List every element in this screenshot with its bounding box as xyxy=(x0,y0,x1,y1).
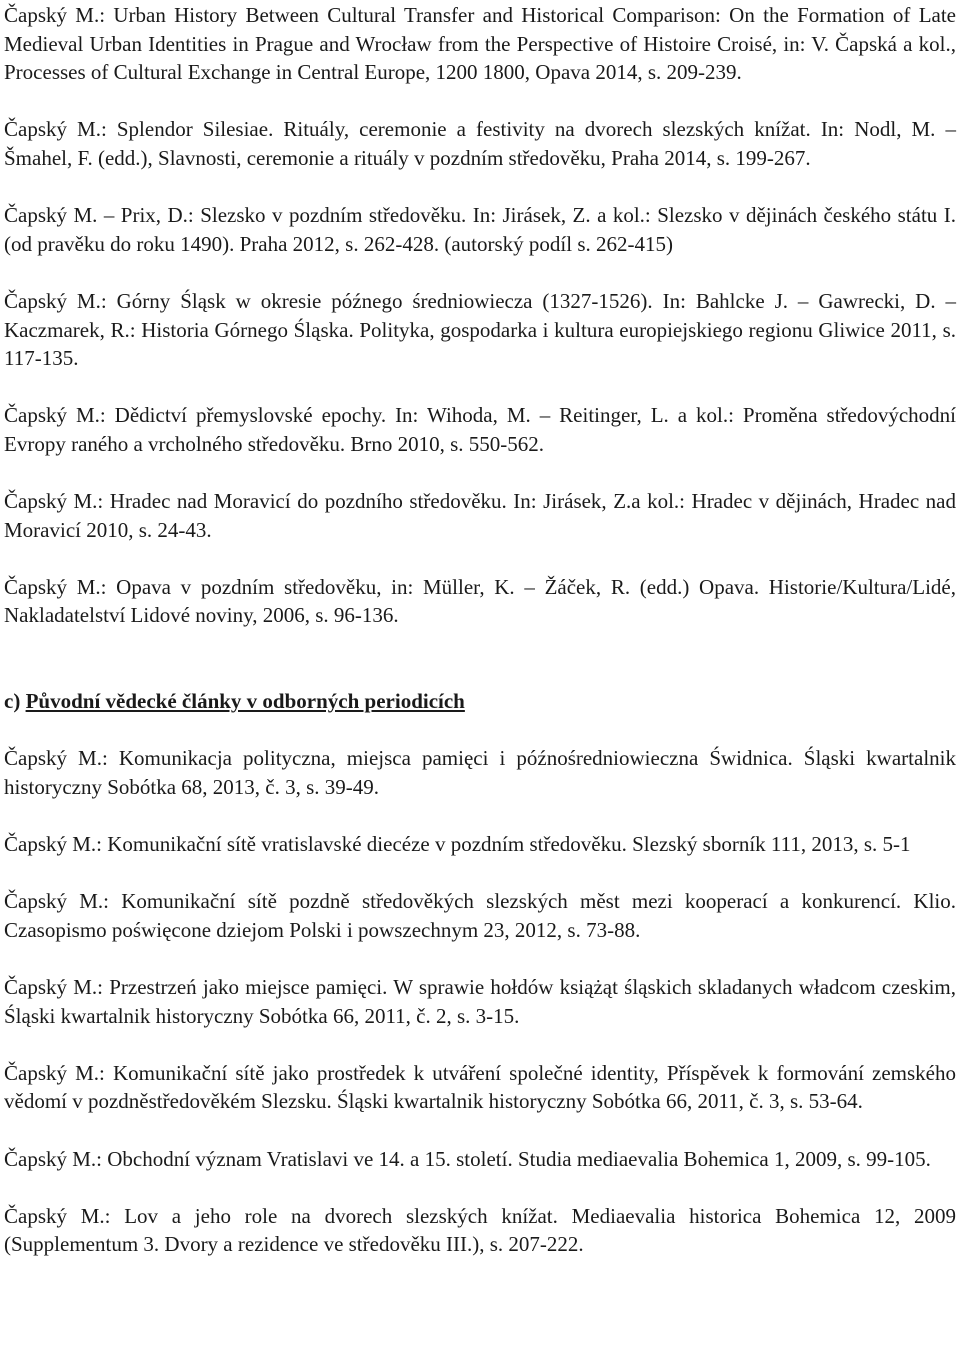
document-page xyxy=(4,0,956,1288)
bibliography-entry: Čapský M.: Górny Śląsk w okresie późnego średniowiecza (1327-1526). In: Bahlcke J. – Gawrecki, D. – Kaczmarek, R.: Historia Górnego Śląska. Polityka, gospodarka i kultura europiejskiego regionu Gliwice 2011, s. 117-135. xyxy=(4,288,956,371)
bibliography-entry: Čapský M.: Komunikační sítě vratislavské diecéze v pozdním středověku. Slezský sborník 111, 2013, s. 5-1 xyxy=(4,832,911,857)
bibliography-entry: Čapský M.: Urban History Between Cultural Transfer and Historical Comparison: On the Formation of Late Medieval Urban Identities in Prague and Wrocław from the Perspective of Histoire Croisé, in: V. Čapská a kol., Processes of Cultural Exchange in Central Europe, 1200 1800, Opava 2014, s. 209-239. xyxy=(4,3,956,85)
bibliography-entry: Čapský M. – Prix, D.: Slezsko v pozdním středověku. In: Jirásek, Z. a kol.: Slezsko v dějinách českého státu I. (od pravěku do roku 1490). Praha 2012, s. 262-428. (autorský podíl s. 262-415) xyxy=(4,203,956,256)
bibliography-entry: Čapský M.: Splendor Silesiae. Rituály, ceremonie a festivity na dvorech slezských knížat. In: Nodl, M. – Šmahel, F. (edd.), Slavnosti, ceremonie a rituály v pozdním středověku, Praha 2014, s. 199-267. xyxy=(4,117,956,170)
bibliography-entry: Čapský M.: Komunikacja polityczna, miejsca pamięci i późnośredniowieczna Świdnica. Śląski kwartalnik historyczny Sobótka 68, 2013, č. 3, s. 39-49. xyxy=(4,746,956,799)
bibliography-entry: Čapský M.: Obchodní význam Vratislavi ve 14. a 15. století. Studia mediaevalia Bohemica 1, 2009, s. 99-105. xyxy=(4,1146,931,1171)
bibliography-entry: Čapský M.: Komunikační sítě jako prostředek k utváření společné identity, Příspěvek k formování zemského vědomí v pozdněstředověkém Slezsku. Śląski kwartalnik historyczny Sobótka 66, 2011, č. 3, s. 53-64. xyxy=(4,1060,956,1114)
bibliography-entry: Čapský M.: Przestrzeń jako miejsce pamięci. W sprawie hołdów książąt śląskich skladanych władcom czeskim, Śląski kwartalnik historyczny Sobótka 66, 2011, č. 2, s. 3-15. xyxy=(4,975,956,1028)
section-b-list xyxy=(4,1,956,630)
section-c-heading xyxy=(4,687,956,716)
bibliography-entry: Čapský M.: Komunikační sítě pozdně středověkých slezských měst mezi kooperací a konkurencí. Klio. Czasopismo poświęcone dziejom Polski i powszechnym 23, 2012, s. 73-88. xyxy=(4,889,956,942)
bibliography-entry: Čapský M.: Dědictví přemyslovské epochy. In: Wihoda, M. – Reitinger, L. a kol.: Proměna středovýchodní Evropy raného a vrcholného středověku. Brno 2010, s. 550-562. xyxy=(4,403,956,456)
bibliography-entry: Čapský M.: Opava v pozdním středověku, in: Müller, K. – Žáček, R. (edd.) Opava. Historie/Kultura/Lidé, Nakladatelství Lidové noviny, 2006, s. 96-136. xyxy=(4,574,956,628)
section-c-title: Původní vědecké články v odborných periodicích xyxy=(25,689,465,714)
section-c-list xyxy=(4,744,956,1259)
section-c-prefix: c) xyxy=(4,689,26,714)
bibliography-entry: Čapský M.: Hradec nad Moravicí do pozdního středověku. In: Jirásek, Z.a kol.: Hradec v dějinách, Hradec nad Moravicí 2010, s. 24-43. xyxy=(4,489,956,542)
bibliography-entry: Čapský M.: Lov a jeho role na dvorech slezských knížat. Mediaevalia historica Bohemica 12, 2009 (Supplementum 3. Dvory a rezidence ve středověku III.), s. 207-222. xyxy=(4,1203,956,1257)
